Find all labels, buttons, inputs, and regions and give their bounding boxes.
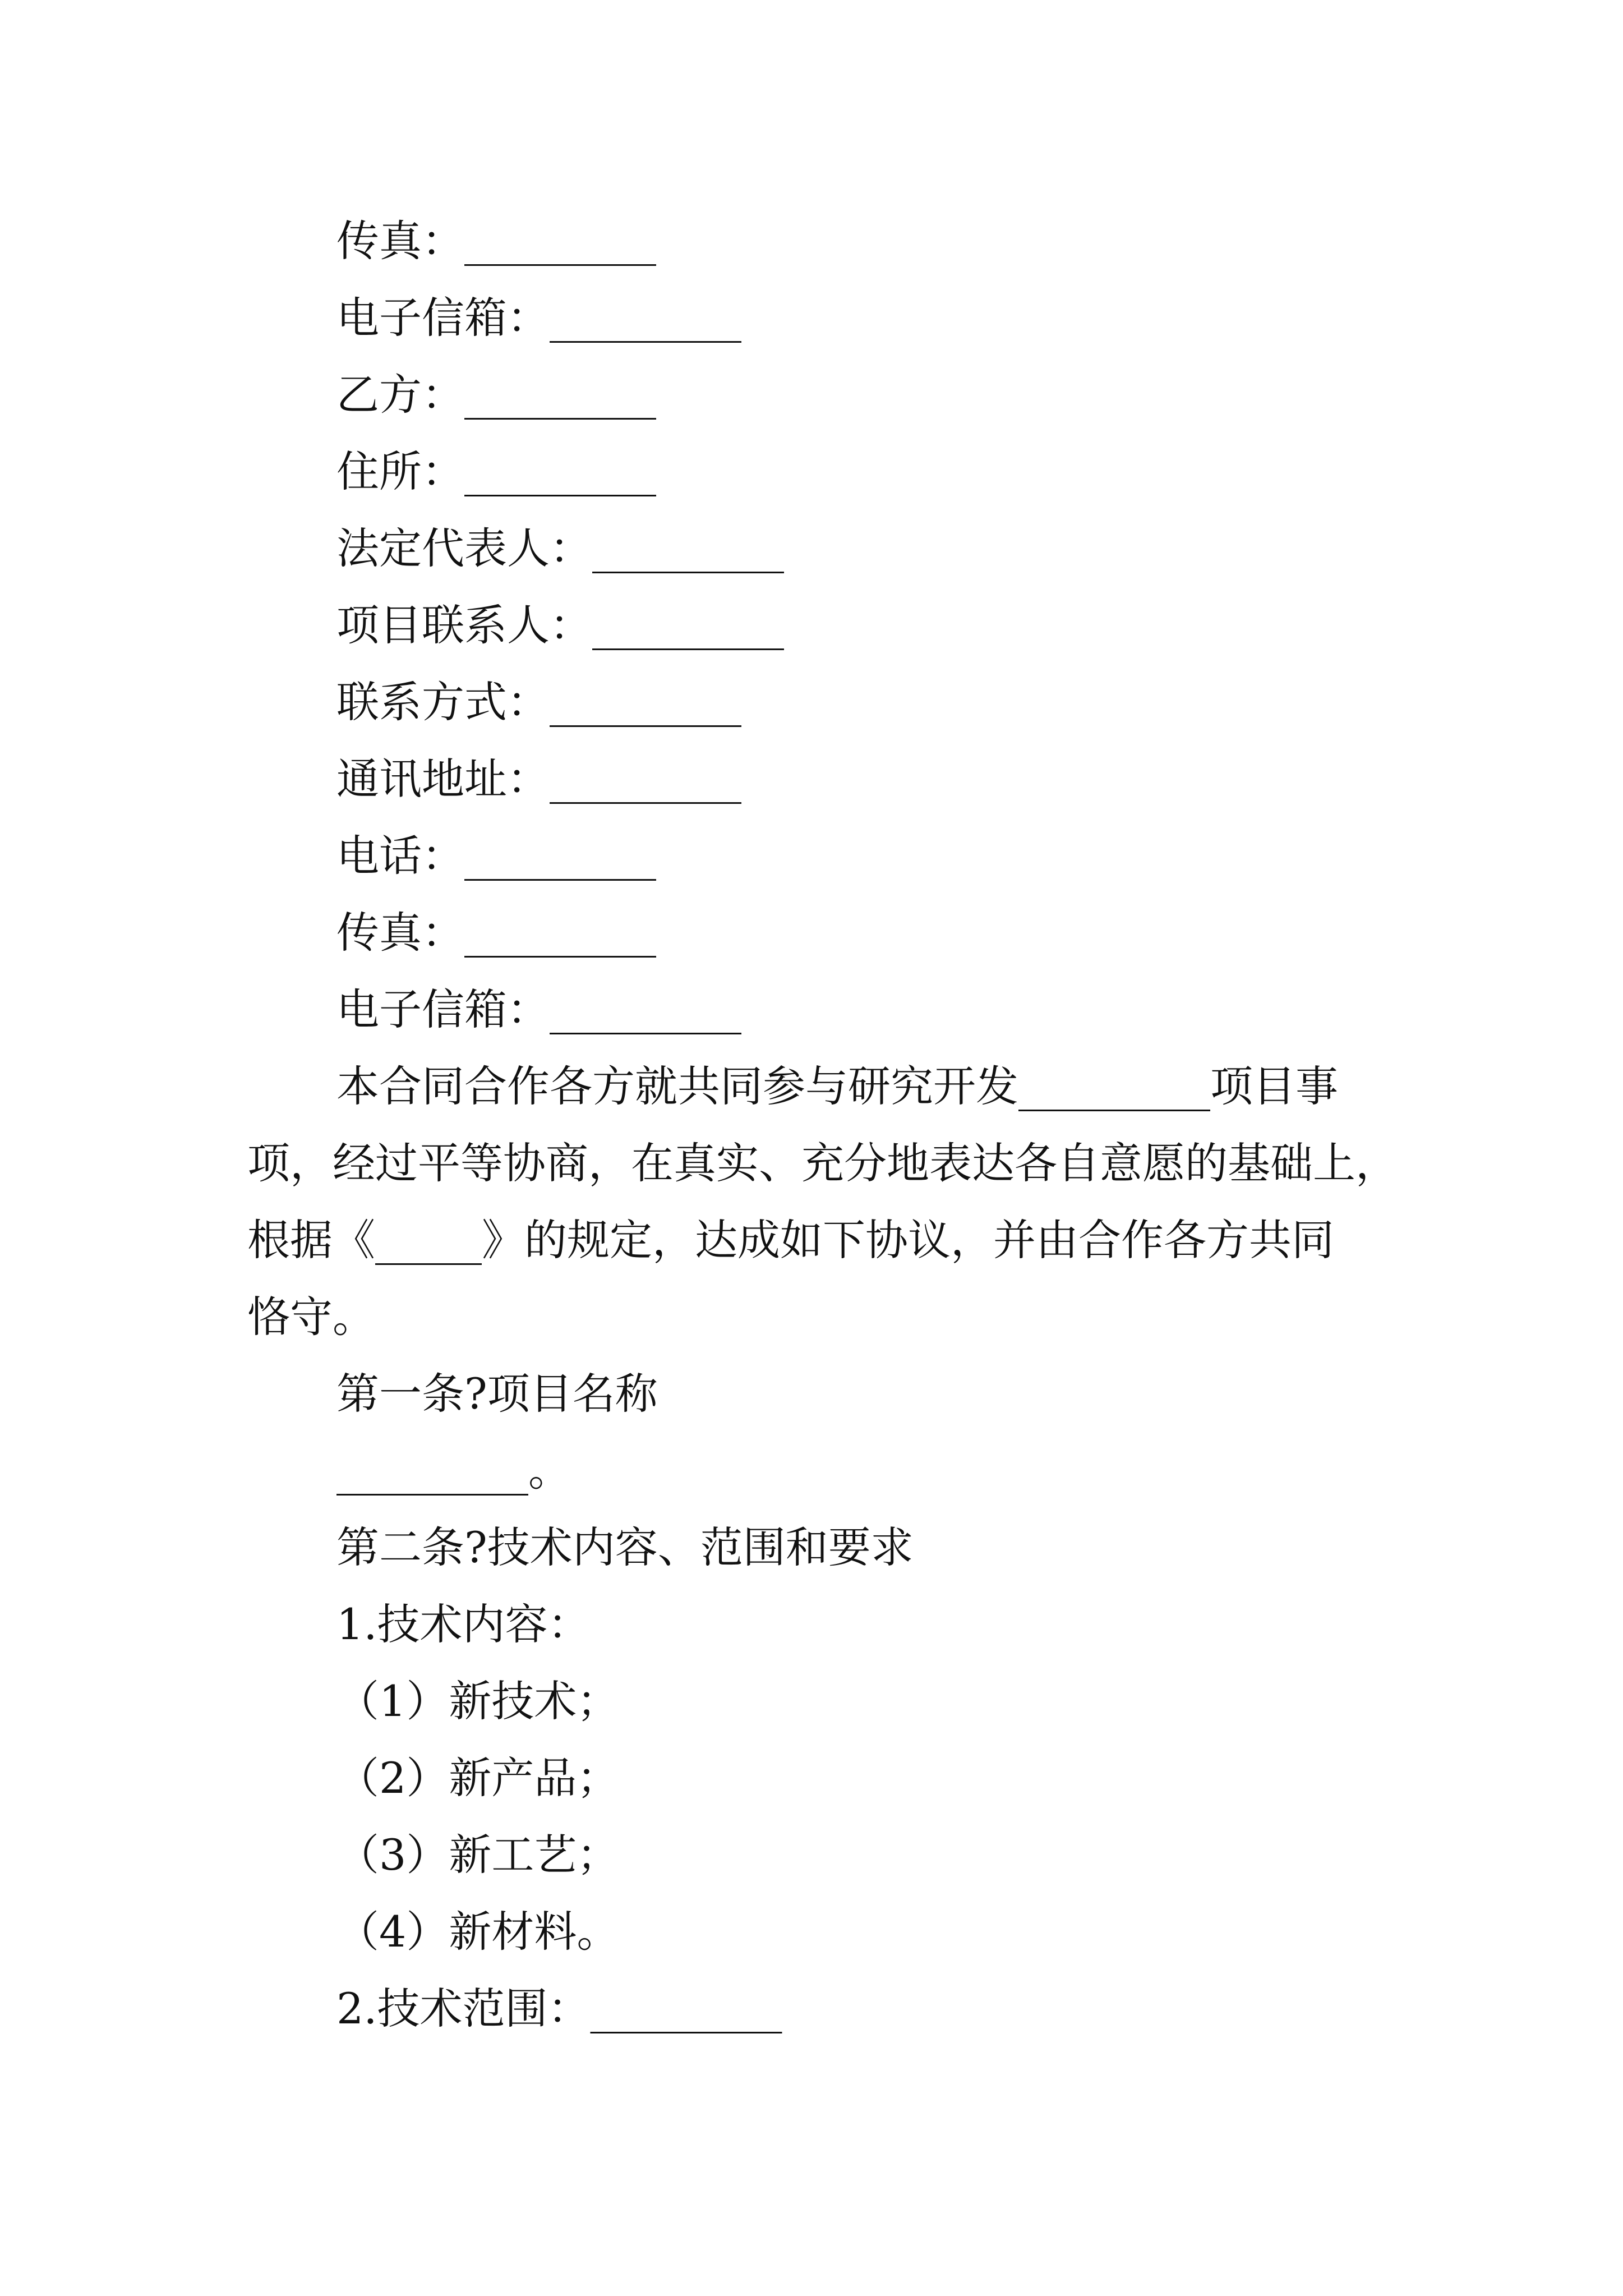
technical-content-label: 1.技术内容：: [336, 1599, 591, 1649]
agreement-paragraph-line-3: 根据《_____》的规定，达成如下协议，并由合作各方共同: [247, 1215, 1334, 1265]
technical-scope-line: 2.技术范围：_________: [336, 1984, 782, 2033]
list-item: （4）新材料。: [336, 1907, 620, 1957]
article-1-heading: 第一条?项目名称: [336, 1369, 658, 1419]
project-contact-line: 项目联系人：_________: [336, 600, 784, 650]
email-line-2: 电子信箱：_________: [336, 984, 741, 1034]
contact-method-line: 联系方式：_________: [336, 677, 741, 727]
list-item: （3）新工艺；: [336, 1830, 620, 1880]
phone-line: 电话：_________: [336, 831, 656, 881]
list-item: （2）新产品；: [336, 1753, 620, 1803]
party-b-line: 乙方：_________: [336, 370, 656, 420]
fax-line-2: 传真：_________: [336, 908, 656, 958]
list-item: （1）新技术；: [336, 1676, 620, 1726]
legal-representative-line: 法定代表人：_________: [336, 523, 784, 573]
email-line: 电子信箱：_________: [336, 293, 741, 343]
mailing-address-line: 通讯地址：_________: [336, 754, 741, 804]
article-2-heading: 第二条?技术内容、范围和要求: [336, 1522, 914, 1572]
agreement-paragraph-line-2: 项，经过平等协商，在真实、充分地表达各自意愿的基础上，: [247, 1138, 1398, 1188]
address-line: 住所：_________: [336, 447, 656, 496]
article-1-content: _________。: [336, 1446, 571, 1496]
agreement-paragraph-line-1: 本合同合作各方就共同参与研究开发_________项目事: [336, 1061, 1338, 1111]
fax-line: 传真：_________: [336, 216, 656, 266]
agreement-paragraph-line-4: 恪守。: [247, 1292, 375, 1342]
